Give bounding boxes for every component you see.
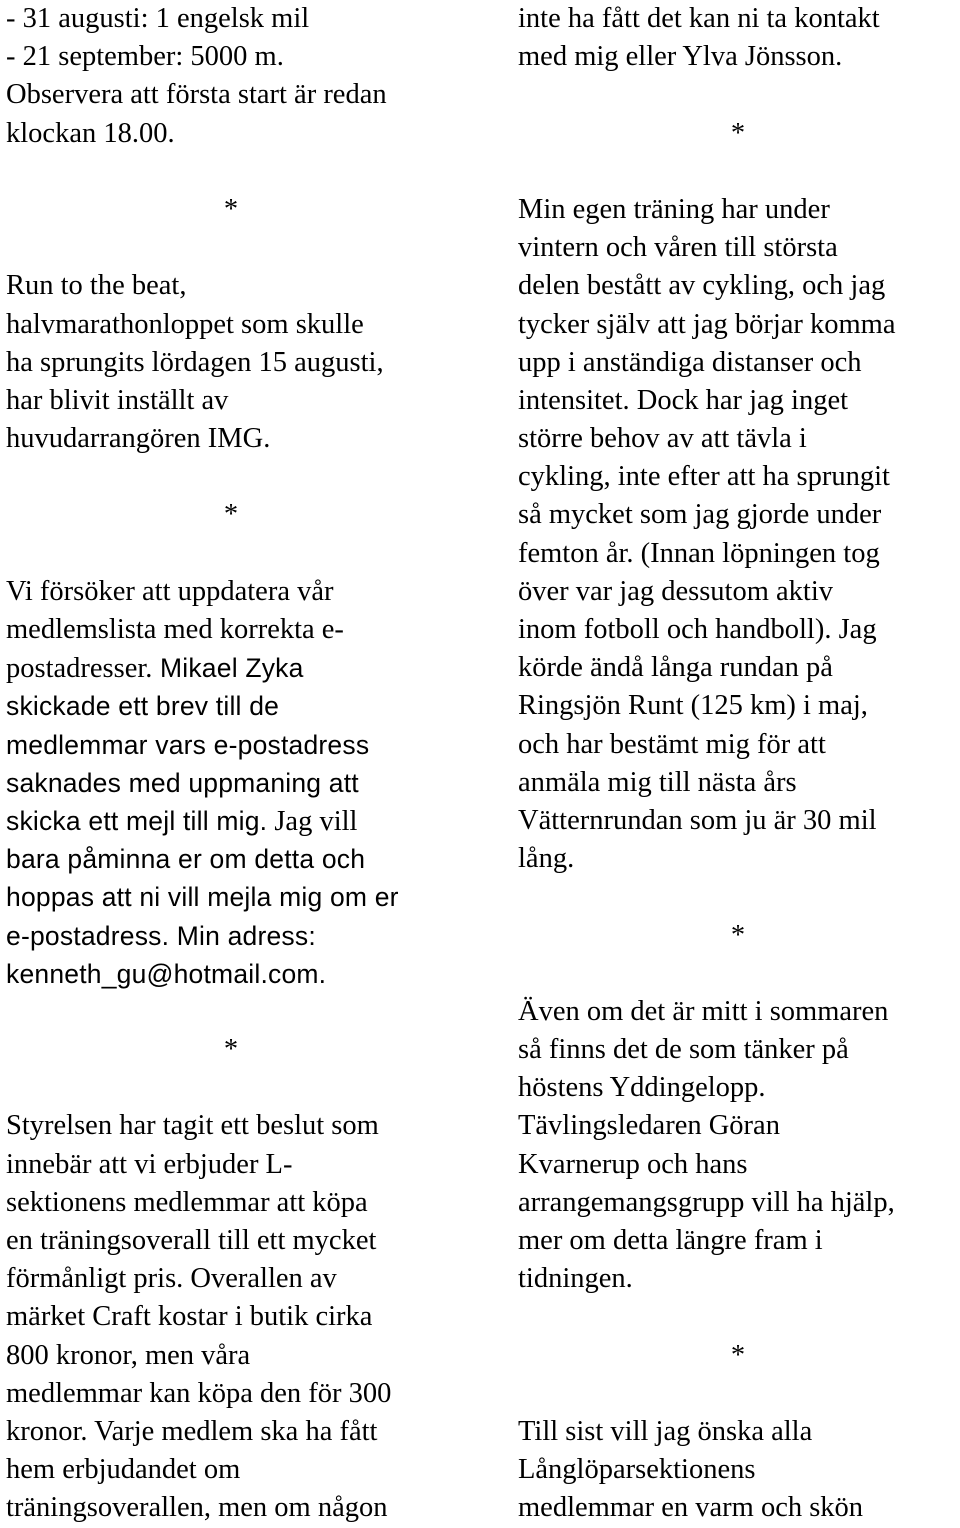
text-line: tycker själv att jag börjar komma — [518, 308, 896, 340]
spacer — [6, 993, 456, 1031]
section-separator: * — [730, 117, 746, 149]
spacer — [518, 1298, 958, 1336]
text-line: anmäla mig till nästa års — [518, 766, 797, 798]
text-line: mer om detta längre fram i — [518, 1225, 823, 1256]
paragraph-run-to-the-beat — [6, 267, 456, 458]
text-line: ha sprungits lördagen 15 augusti, — [6, 346, 384, 378]
text-line: hem erbjudandet om — [6, 1454, 241, 1486]
text-line: över var jag dessutom aktiv — [518, 575, 834, 607]
text-line: märket Craft kostar i butik cirka — [6, 1301, 373, 1333]
text-segment: skicka ett mejl till mig. — [6, 805, 268, 836]
text-line: och har bestämt mig för att — [518, 728, 826, 760]
text-line: vintern och våren till största — [518, 232, 838, 264]
text-line: så finns det de som tänker på — [518, 1034, 849, 1066]
paragraph-yddingelopp — [518, 993, 958, 1299]
text-line: intensitet. Dock har jag inget — [518, 384, 849, 416]
text-line: cykling, inte efter att ha sprungit — [518, 461, 890, 493]
section-separator: * — [223, 499, 239, 531]
text-line: Även om det är mitt i sommaren — [518, 995, 889, 1027]
text-line: hoppas att ni vill mejla mig om er — [6, 882, 399, 913]
section-separator: * — [223, 1034, 239, 1066]
text-line: med mig eller Ylva Jönsson. — [518, 41, 843, 73]
text-line: medlemmar en varm och skön — [518, 1492, 864, 1524]
text-line: saknades med uppmaning att — [6, 767, 359, 798]
spacer — [518, 955, 958, 993]
text-line: Långlöparsektionens — [518, 1454, 756, 1486]
section-separator: * — [223, 193, 239, 225]
text-line: Ringsjön Runt (125 km) i maj, — [518, 690, 868, 722]
text-line: höstens Yddingelopp. — [518, 1072, 766, 1104]
spacer — [6, 153, 456, 191]
text-line: tidningen. — [518, 1263, 633, 1295]
text-segment: Jag vill — [267, 805, 358, 837]
text-line: medlemslista med korrekta e- — [6, 614, 344, 645]
text-line: Tävlingsledaren Göran — [518, 1110, 780, 1142]
text-line: - 31 augusti: 1 engelsk mil — [6, 3, 310, 34]
text-line: arrangemangsgrupp vill ha hjälp, — [518, 1186, 895, 1218]
left-column — [6, 0, 456, 1528]
spacer — [518, 76, 958, 114]
text-line: inte ha fått det kan ni ta kontakt — [518, 3, 880, 34]
text-line: förmånligt pris. Overallen av — [6, 1263, 337, 1295]
text-line: en träningsoverall till ett mycket — [6, 1225, 377, 1256]
text-line: Till sist vill jag önska alla — [518, 1415, 813, 1447]
paragraph-contact — [518, 0, 958, 76]
text-line: så mycket som jag gjorde under — [518, 499, 882, 531]
text-line: 800 kronor, men våra — [6, 1339, 251, 1371]
text-line: har blivit inställt av — [6, 384, 229, 416]
text-line: medlemmar kan köpa den för 300 — [6, 1377, 392, 1409]
section-separator: * — [730, 1339, 746, 1371]
spacer — [518, 153, 958, 191]
spacer — [518, 878, 958, 916]
text-line: medlemmar vars e-postadress — [6, 729, 370, 760]
right-column — [518, 0, 958, 1528]
text-line — [6, 802, 456, 840]
text-line: Vätternrundan som ju är 30 mil — [518, 804, 877, 836]
text-line: större behov av att tävla i — [518, 423, 807, 455]
text-line: körde ändå långa rundan på — [518, 652, 833, 684]
text-line: delen bestått av cykling, och jag — [518, 270, 886, 302]
text-line: e-postadress. Min adress: — [6, 920, 316, 951]
spacer — [6, 458, 456, 496]
text-line: kronor. Varje medlem ska ha fått — [6, 1415, 378, 1447]
text-line: halvmarathonloppet som skulle — [6, 308, 364, 340]
text-line: lång. — [518, 843, 575, 875]
email-address: kenneth_gu@hotmail.com. — [6, 958, 327, 989]
spacer — [6, 535, 456, 573]
text-line: Vi försöker att uppdatera vår — [6, 575, 334, 607]
text-line: Kvarnerup och hans — [518, 1148, 748, 1180]
paragraph-closing-wishes — [518, 1413, 958, 1528]
text-line: femton år. (Innan löpningen tog — [518, 537, 880, 569]
text-line — [6, 649, 456, 687]
paragraph-training-suit — [6, 1107, 456, 1527]
text-line: Min egen träning har under — [518, 193, 830, 225]
text-line: sektionens medlemmar att köpa — [6, 1186, 368, 1218]
text-line: upp i anständiga distanser och — [518, 346, 862, 378]
text-line: bara påminna er om detta och — [6, 844, 366, 875]
paragraph-member-emails — [6, 573, 456, 993]
text-line: innebär att vi erbjuder L- — [6, 1148, 293, 1180]
text-line: Run to the beat, — [6, 270, 187, 302]
text-segment: Mikael Zyka — [152, 653, 304, 684]
text-line: - 21 september: 5000 m. — [6, 41, 284, 73]
text-line: Observera att första start är redan — [6, 79, 387, 111]
text-line: klockan 18.00. — [6, 117, 175, 149]
paragraph-race-schedule — [6, 0, 456, 153]
paragraph-own-training — [518, 191, 958, 878]
spacer — [6, 229, 456, 267]
spacer — [518, 1375, 958, 1413]
text-line: huvudarrangören IMG. — [6, 423, 271, 455]
text-segment: postadresser. — [6, 653, 153, 685]
section-separator: * — [730, 919, 746, 951]
spacer — [6, 1069, 456, 1107]
text-line: Styrelsen har tagit ett beslut som — [6, 1110, 379, 1142]
text-line: inom fotboll och handboll). Jag — [518, 614, 877, 645]
text-line: träningsoverallen, men om någon — [6, 1492, 388, 1524]
text-line: skickade ett brev till de — [6, 691, 280, 722]
